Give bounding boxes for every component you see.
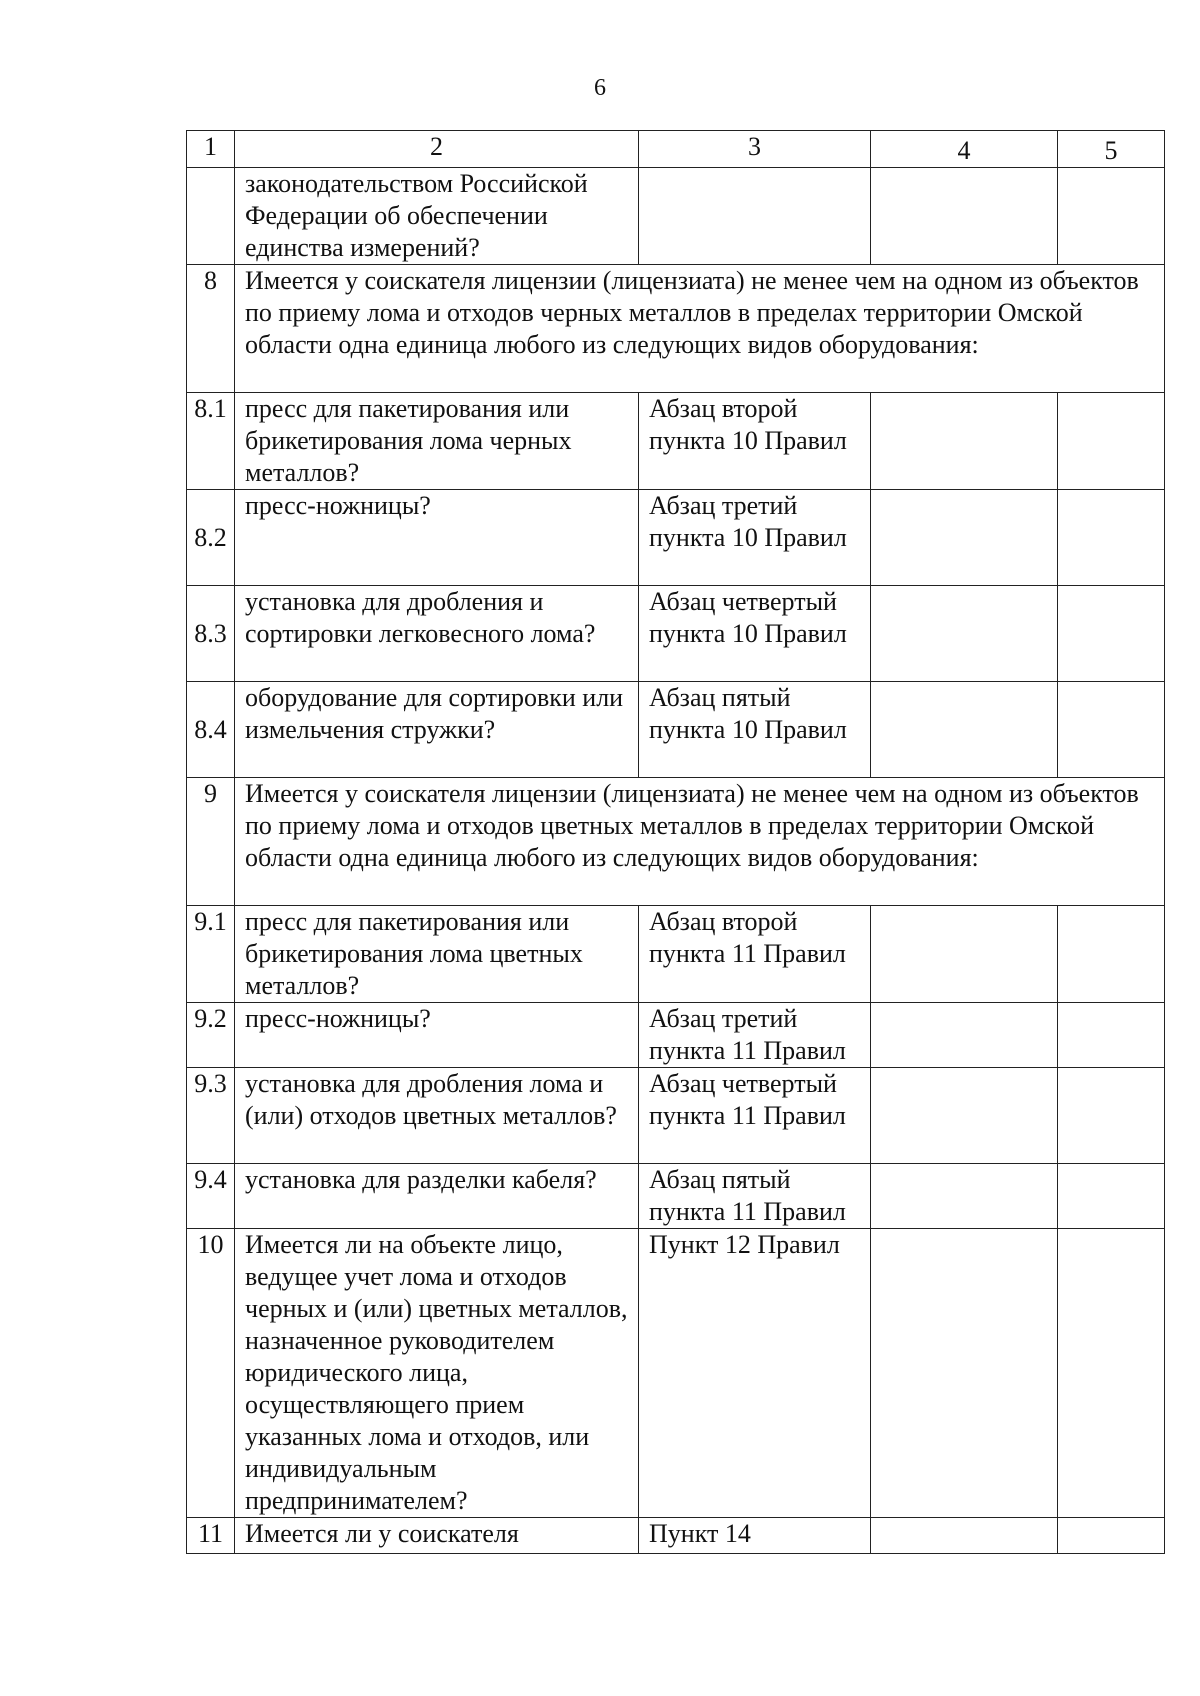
header-cell-2: 2 xyxy=(235,131,639,168)
note-cell xyxy=(1058,1003,1165,1068)
note-cell xyxy=(1058,1518,1165,1554)
note-cell xyxy=(1058,586,1165,682)
table-row xyxy=(187,1229,1165,1518)
answer-cell xyxy=(871,1229,1058,1518)
row-number: 8.2 xyxy=(187,490,235,586)
table-row xyxy=(187,168,1165,265)
reference-cell: Абзац пятый пункта 11 Правил xyxy=(639,1164,871,1229)
row-number: 9.1 xyxy=(187,906,235,1003)
checklist-table xyxy=(186,130,1165,1554)
question-cell: установка для дробления и сортировки легковесного лома? xyxy=(235,586,639,682)
answer-cell xyxy=(871,490,1058,586)
reference-cell: Пункт 12 Правил xyxy=(639,1229,871,1518)
note-cell xyxy=(1058,393,1165,490)
row-number: 10 xyxy=(187,1229,235,1518)
question-cell: установка для дробления лома и (или) отходов цветных металлов? xyxy=(235,1068,639,1164)
note-cell xyxy=(1058,490,1165,586)
question-cell: пресс-ножницы? xyxy=(235,490,639,586)
question-cell: пресс для пакетирования или брикетирования лома цветных металлов? xyxy=(235,906,639,1003)
question-cell: оборудование для сортировки или измельчения стружки? xyxy=(235,682,639,778)
question-cell: пресс-ножницы? xyxy=(235,1003,639,1068)
section-heading-cell: Имеется у соискателя лицензии (лицензиата) не менее чем на одном из объектов по приему лома и отходов цветных металлов в пределах территории Омской области одна единица любого из следующих видов оборудования: xyxy=(235,778,1165,906)
answer-cell xyxy=(871,1003,1058,1068)
question-cell: пресс для пакетирования или брикетирования лома черных металлов? xyxy=(235,393,639,490)
section-heading-cell: Имеется у соискателя лицензии (лицензиата) не менее чем на одном из объектов по приему лома и отходов черных металлов в пределах территории Омской области одна единица любого из следующих видов оборудования: xyxy=(235,265,1165,393)
reference-cell: Абзац второй пункта 10 Правил xyxy=(639,393,871,490)
note-cell xyxy=(1058,682,1165,778)
note-cell xyxy=(1058,1164,1165,1229)
note-cell xyxy=(1058,1068,1165,1164)
reference-cell: Пункт 14 xyxy=(639,1518,871,1554)
question-cell: установка для разделки кабеля? xyxy=(235,1164,639,1229)
reference-cell: Абзац третий пункта 11 Правил xyxy=(639,1003,871,1068)
header-cell-4: 4 xyxy=(871,131,1058,168)
header-cell-1: 1 xyxy=(187,131,235,168)
reference-cell: Абзац четвертый пункта 10 Правил xyxy=(639,586,871,682)
table-row xyxy=(187,586,1165,682)
answer-cell xyxy=(871,168,1058,265)
row-number: 11 xyxy=(187,1518,235,1554)
table-row xyxy=(187,1164,1165,1229)
reference-cell: Абзац четвертый пункта 11 Правил xyxy=(639,1068,871,1164)
answer-cell xyxy=(871,1068,1058,1164)
row-number: 8.1 xyxy=(187,393,235,490)
reference-cell: Абзац третий пункта 10 Правил xyxy=(639,490,871,586)
answer-cell xyxy=(871,586,1058,682)
question-cell: законодательством Российской Федерации об обеспечении единства измерений? xyxy=(235,168,639,265)
answer-cell xyxy=(871,393,1058,490)
table-row xyxy=(187,490,1165,586)
table-row xyxy=(187,393,1165,490)
reference-cell: Абзац пятый пункта 10 Правил xyxy=(639,682,871,778)
note-cell xyxy=(1058,168,1165,265)
answer-cell xyxy=(871,682,1058,778)
reference-cell xyxy=(639,168,871,265)
page-number: 6 xyxy=(594,75,606,101)
row-number: 9 xyxy=(187,778,235,906)
row-number xyxy=(187,168,235,265)
table-row xyxy=(187,906,1165,1003)
table-row xyxy=(187,778,1165,906)
row-number: 9.3 xyxy=(187,1068,235,1164)
row-number: 8.4 xyxy=(187,682,235,778)
header-cell-3: 3 xyxy=(639,131,871,168)
header-cell-5: 5 xyxy=(1058,131,1165,168)
table-row xyxy=(187,1068,1165,1164)
row-number: 9.2 xyxy=(187,1003,235,1068)
note-cell xyxy=(1058,1229,1165,1518)
note-cell xyxy=(1058,906,1165,1003)
reference-cell: Абзац второй пункта 11 Правил xyxy=(639,906,871,1003)
row-number: 8 xyxy=(187,265,235,393)
question-cell: Имеется ли у соискателя xyxy=(235,1518,639,1554)
table-row xyxy=(187,1003,1165,1068)
table-row xyxy=(187,265,1165,393)
answer-cell xyxy=(871,1518,1058,1554)
header-row xyxy=(187,131,1165,168)
row-number: 8.3 xyxy=(187,586,235,682)
answer-cell xyxy=(871,906,1058,1003)
row-number: 9.4 xyxy=(187,1164,235,1229)
answer-cell xyxy=(871,1164,1058,1229)
question-cell: Имеется ли на объекте лицо, ведущее учет лома и отходов черных и (или) цветных металлов, назначенное руководителем юридического лица, осуществляющего прием указанных лома и отходов, или индивидуальным предпринимателем? xyxy=(235,1229,639,1518)
table-row xyxy=(187,682,1165,778)
table-row xyxy=(187,1518,1165,1554)
